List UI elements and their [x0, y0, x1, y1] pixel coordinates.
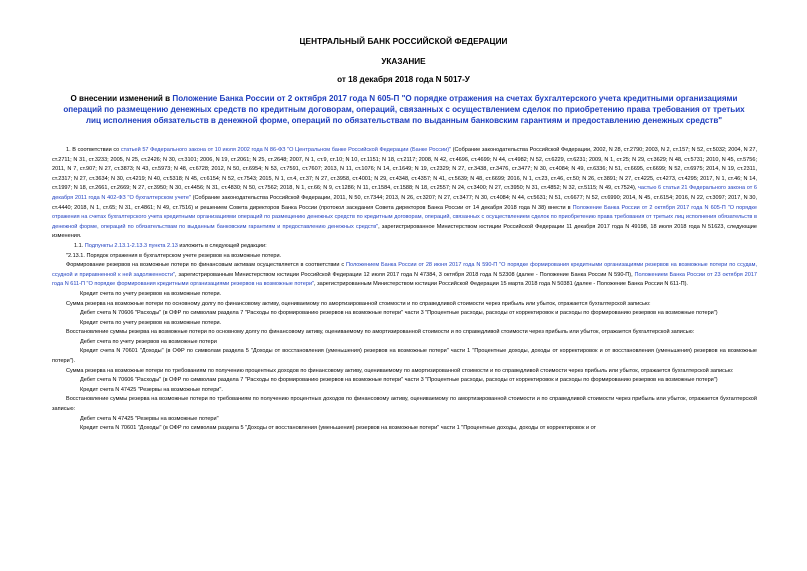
document-body: [52, 146, 757, 434]
law-402-fz-link[interactable]: частью 6 статьи 21 Федерального закона от 6 декабря 2011 года N 402-ФЗ "О бухгалтерском учете": [52, 185, 757, 201]
regulation-605-p-link[interactable]: Положение Банка России от 2 октября 2017 года N 605-П "О порядке отражения на счетах бухгалтерского учета кредитными организациями операций по размещению денежных средств по кредитным договорам, операций, связанных с осуществлением сделок по приобретению права требования от третьих лиц исполнения обязательств в денежной форме, операций по обязательствам по выданным банковским гарантиям и предоставлению денежных средств": [52, 204, 757, 230]
text-run: (Собрание законодательства Российской Федерации, 2002, N 28, ст.2790; 2003, N 2, ст.157; N 52, ст.5032; 2004, N 27, ст.2711; N 31, ст.3233; 2005, N 25, ст.2426; N 30, ст.3101; 2006, N 19, ст.2061; N 25, ст.2648; 2007, N 1, ст.9, ст.10; N 10, ст.1151; N 18, ст.2117; 2008, N 42, ст.4696, ст.4699; N 44, ст.4982; N 52, ст.6229, ст.6231; 2009, N 1, ст.25; N 29, ст.3629; N 48, ст.5731; 2010, N 45, ст.5756; 2011, N 7, ст.907; N 27, ст.3873; N 43, ст.5973; N 48, ст.6728; 2012, N 50, ст.6954; N 53, ст.7591, ст.7607; 2013, N 11, ст.1076; N 14, ст.1649; N 19, ст.2329; N 27, ст.3438, ст.3476, ст.3477; N 30, ст.4084; N 49, ст.6336; N 51, ст.6695, ст.6699; N 52, ст.6975; 2014, N 19, ст.2311, ст.2317; N 27, ст.3634; N 30, ст.4219; N 40, ст.5318; N 45, ст.6154; N 52, ст.7543; 2015, N 1, ст.4, ст.37; N 27, ст.3958, ст.4001; N 29, ст.4348, ст.4357; N 41, ст.5639; N 48, ст.6699; 2016, N 1, ст.23, ст.46, ст.50; N 26, ст.3891; N 27, ст.4225, ст.4273, ст.4295; 2017, N 1, ст.46; N 14, ст.1997; N 18, ст.2661, ст.2669; N 27, ст.3950; N 30, ст.4456; N 31, ст.4830; N 50, ст.7562; 2018, N 1, ст.66; N 9, ст.1286; N 11, ст.1584, ст.1588; N 18, ст.2557; N 24, ст.3400; N 27, ст.3950; N 31, ст.4852; N 32, ст.5115; N 49, ст.7524),: [52, 147, 757, 192]
entry-line: Кредит счета N 70601 "Доходы" (в ОФР по символам раздела 5 "Доходы от восстановления (уменьшения) резервов на возможные потери" части 1 "Процентные доходы, доходы от корректировок и от: [80, 425, 597, 432]
text-run: (Собрание законодательства Российской Федерации, 2011, N 50, ст.7344; 2013, N 26, ст.3207; N 27, ст.3477; N 30, ст.4084; N 44, ст.5631; N 51, ст.6677; N 52, ст.6990; 2014, N 45, ст.6154; 2016, N 22, ст.3097; 2017, N 30, ст.4440; 2018, N 1, ст.65; N 31, ст.4861; N 49, ст.7516) и решением Совета директоров Банка России (протокол заседания Совета директоров Банка России от 14 декабря 2018 года N 38) внести в: [52, 194, 758, 211]
paragraph-text: Восстановление суммы резерва на возможные потери по основному долгу по финансовому активу, оцениваемому по амортизированной стоимости и по справедливой стоимости через прибыль или убыток, отражается бухгалтерской записью:: [66, 329, 695, 336]
paragraph-1: [52, 146, 757, 242]
document-type: УКАЗАНИЕ: [381, 57, 426, 66]
text-run: 1.1.: [74, 242, 85, 249]
entry-line: Дебет счета N 47425 "Резервы на возможные потери": [80, 415, 219, 422]
entry-line: Кредит счета по учету резервов на возможные потери.: [80, 290, 222, 297]
text-run: , зарегистрированным Министерством юстиции Российской Федерации 12 июля 2017 года N 47384, 3 октября 2018 года N 52308 (далее - Положение Банка России N 590-П),: [175, 271, 635, 278]
entry-line: Кредит счета N 47425 "Резервы на возможные потери".: [80, 386, 223, 393]
law-86-fz-link[interactable]: статьей 57 Федерального закона от 10 июля 2002 года N 86-ФЗ "О Центральном банке Российской Федерации (Банке России)": [120, 147, 452, 153]
entry-line: Дебет счета по учету резервов на возможные потери: [80, 338, 217, 345]
entry-line: Дебет счета N 70606 "Расходы" (в ОФР по символам раздела 7 "Расходы по формированию резервов на возможные потери" части 3 "Процентные расходы, расходы от корректировок и расходы по формированию резервов на возможные потери"): [80, 310, 718, 317]
paragraph-text: Сумма резерва на возможные потери по требованиям по получению процентных доходов по финансовому активу, оцениваемому по амортизированной стоимости и по справедливой стоимости через прибыль или убыток, отражается бухгалтерской записью:: [66, 367, 734, 374]
text-run: , зарегистрированное Министерством юстиции Российской Федерации 11 декабря 2017 года N 49198, 18 июля 2018 года N 51623, следующие изменения.: [52, 223, 757, 240]
paragraph-text: Сумма резерва на возможные потери по основному долгу по финансовому активу, оцениваемому по амортизированной стоимости и по справедливой стоимости через прибыль или убыток, отражается бухгалтерской записью:: [66, 300, 651, 307]
text-run: изложить в следующей редакции:: [177, 242, 267, 249]
title-prefix: О внесении изменений в: [70, 94, 173, 103]
paragraph-reserves-formation: [52, 261, 757, 290]
entry-line: Кредит счета N 70601 "Доходы" (в ОФР по символам раздела 5 "Доходы от восстановления (уменьшения) резервов на возможные потери" части 1 "Процентные доходы, доходы от корректировок и от восстановления (уменьшения) резервов на возможные потери").: [52, 348, 757, 365]
paragraph-text: Восстановление суммы резерва на возможные потери по требованиям по получению процентных доходов по финансовому активу, оцениваемому по амортизированной стоимости и по справедливой стоимости через прибыль или убыток, отражается бухгалтерской записью:: [52, 396, 757, 413]
text-run: , зарегистрированным Министерством юстиции Российской Федерации 15 марта 2018 года N 50381 (далее - Положение Банка России N 611-П).: [314, 281, 688, 288]
regulation-590-p-link[interactable]: Положением Банка России от 28 июня 2017 года N 590-П "О порядке формирования кредитными организациями резервов на возможные потери по ссудам, ссудной и приравненной к ней задолженности": [52, 262, 757, 278]
paragraph-2-13-1: "2.13.1. Порядок отражения в бухгалтерском учете резервов на возможные потери.: [66, 252, 282, 259]
paragraph-1-1: [52, 242, 757, 252]
text-run: 1. В соответствии со: [66, 147, 121, 153]
entry-line: Кредит счета по учету резервов на возможные потери.: [80, 319, 222, 326]
regulation-611-p-link[interactable]: Положением Банка России от 23 октября 2017 года N 611-П "О порядке формирования кредитными организациями резервов на возможные потери": [52, 271, 757, 288]
entry-line: Дебет счета N 70606 "Расходы" (в ОФР по символам раздела 7 "Расходы по формированию резервов на возможные потери" части 3 "Процентные расходы, расходы от корректировок и расходы по формированию резервов на возможные потери"): [80, 377, 718, 384]
subclauses-link[interactable]: Подпункты 2.13.1-2.13.3 пункта 2.13: [84, 242, 178, 249]
document-title: [58, 93, 750, 126]
document-date-number: от 18 декабря 2018 года N 5017-У: [337, 75, 470, 84]
text-run: Формирование резервов на возможные потери по финансовым активам осуществляется в соответствии с: [66, 262, 346, 269]
issuer-heading: ЦЕНТРАЛЬНЫЙ БАНК РОССИЙСКОЙ ФЕДЕРАЦИИ: [299, 37, 508, 46]
title-regulation-link[interactable]: Положение Банка России от 2 октября 2017 года N 605-П "О порядке отражения на счетах бухгалтерского учета кредитными организациями операций по размещению денежных средств по кредитным договорам, операций, связанных с осуществлением сделок по приобретению права требования от третьих лиц исполнения обязательств в денежной форме, операций по обязательствам по выданным банковским гарантиям и предоставлению денежных средств": [63, 94, 745, 125]
